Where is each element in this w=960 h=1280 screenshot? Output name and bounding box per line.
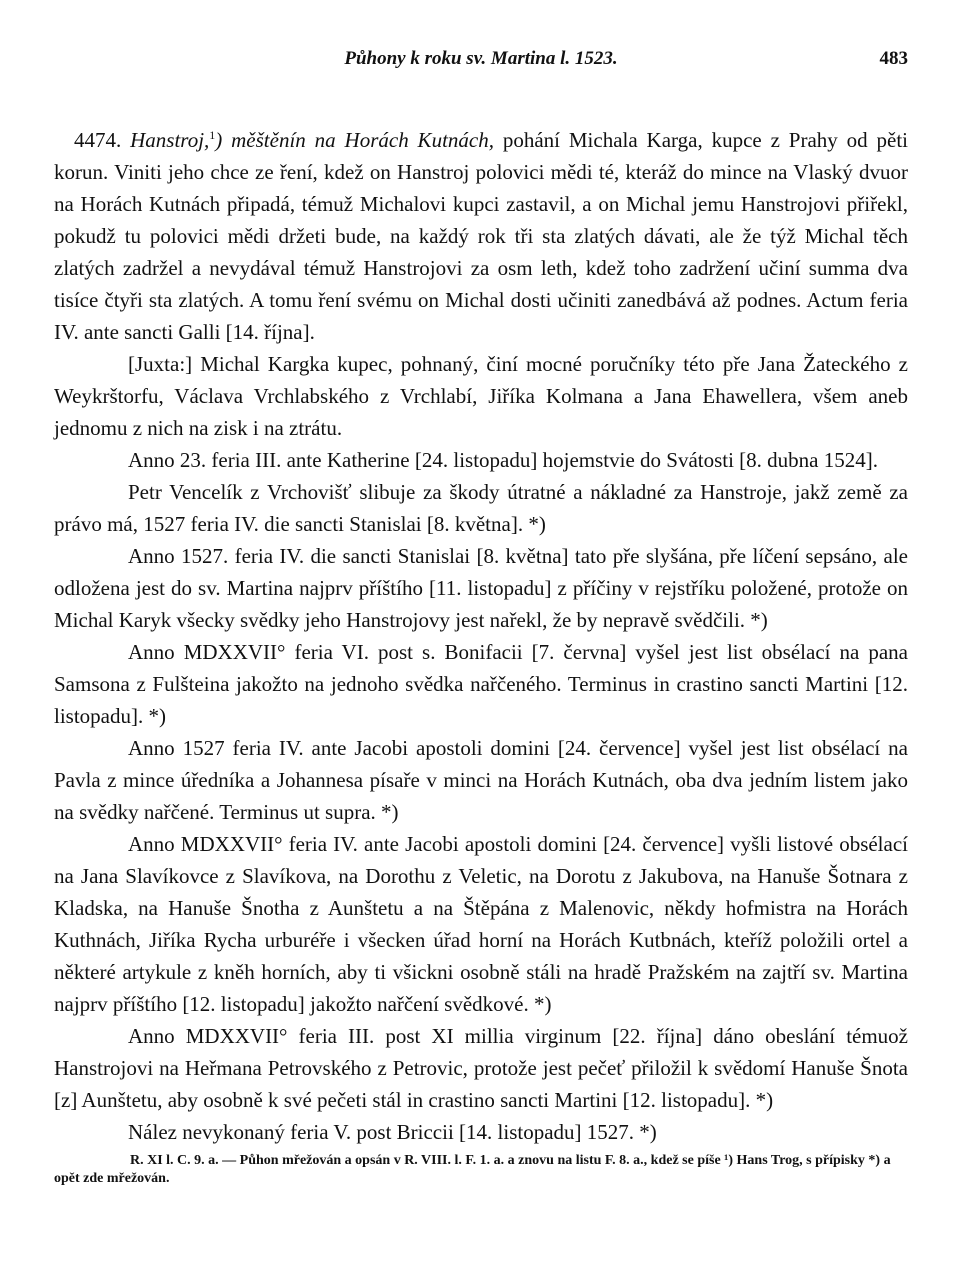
paragraph-summons-pavel: Anno 1527 feria IV. ante Jacobi apostoli domini [24. července] vyšel jest list obsélací na Pavla z mince úředníka a Johannesa písaře v minci na Horách Kutnách, oba dva jedním listem jako na svědky nařčené. Terminus ut supra. *): [54, 736, 908, 824]
paragraph-juxta: [Juxta:] Michal Kargka kupec, pohnaný, činí mocné poručníky této pře Jana Žateckého z Weykrštorfu, Václava Vrchlabského z Vrchlabí, Jiříka Kolmana a Jana Ehawellera, všem aneb jednomu z nich na zisk i na ztrátu.: [54, 352, 908, 440]
entry-opening-text: pohání Michala Karga, kupce z Prahy od pěti korun. Viniti jeho chce ze ření, kdež on Hanstroj polovici mědi té, kteráž do mince na Vlaský dvuor na Horách Kutnách připadá, témuž Michalovi kupci zastavil, a on Michal jemu Hanstrojovi přiřekl, pokudž tu polovici mědi držeti bude, na každý rok tři sta zlatých dávati, ale že týž Michal těch zlatých zadržel a nevydával témuž Hanstrojovi za osm leth, kdež toho zadržení učiní summa dva tisíce čtyři sta zlatých. A tomu ření svému on Michal dosti učiniti zanedbává až podnes. Actum feria IV. ante sancti Galli [14. října].: [54, 128, 909, 344]
entry-number: 4474.: [74, 128, 122, 152]
paragraph-anno-1527-hearing: Anno 1527. feria IV. die sancti Stanislai [8. května] tato pře slyšána, pře líčení sepsáno, ale odložena jest do sv. Martina najprv příštího [11. listopadu] z příčiny v rejstříku položené, protože on Michal Karyk všecky svědky jeho Hanstrojovy jest nařekl, že by nepravě svědčili. *): [54, 544, 908, 632]
paragraph-summons-herman: Anno MDXXVII° feria III. post XI millia virginum [22. října] dáno obeslání témuož Hanstrojovi na Heřmana Petrovského z Petrovic, protože jest pečeť přiložil k svědomí Hanuše Šnota [z] Aunštetu, aby osobně k své pečeti stál in crastino sancti Martini [12. listopadu]. *): [54, 1024, 908, 1112]
paragraph-petr-vencelik: Petr Vencelík z Vrchovišť slibuje za škody útratné a nákladné za Hanstroje, jakž země za právo má, 1527 feria IV. die sancti Stanislai [8. května]. *): [54, 480, 908, 536]
footnotes: [54, 1152, 908, 1188]
paragraph-unexecuted-finding: Nález nevykonaný feria V. post Briccii [14. listopadu] 1527. *): [128, 1120, 657, 1144]
paragraph-anno-23: Anno 23. feria III. ante Katherine [24. listopadu] hojemstvie do Svátosti [8. dubna 1524].: [128, 448, 878, 472]
paragraph-summons-samson: Anno MDXXVII° feria VI. post s. Bonifacii [7. června] vyšel jest list obsélací na pana Samsona z Fulšteina jakožto na jednoho svědka nařčeného. Terminus in crastino sancti Martini [12. listopadu]. *): [54, 640, 908, 728]
running-title: Půhony k roku sv. Martina l. 1523.: [344, 48, 618, 69]
paragraph-summons-witnesses: Anno MDXXVII° feria IV. ante Jacobi apostoli domini [24. července] vyšli listové obsélací na Jana Slavíkovce z Slavíkova, na Dorothu z Veletic, na Dorotu z Jakubova, na Hanuše Šotnara z Kladska, na Hanuše Šnotha z Aunštetu a na Štěpána z Malenovic, někdy hofmistra na Horách Kuthnách, Jiříka Rycha urburéře i všecken úřad horní na Horách Kutbnách, kteříž položili ortel a některé artykule z kněh horních, aby ti všickni osobně stáli na hradě Pražském na zajtří sv. Martina najprv příštího [12. listopadu] jakožto nařčení svědkové. *): [54, 832, 908, 1016]
page-header: [54, 40, 908, 80]
entry-title-name: Hanstroj,: [130, 128, 210, 152]
footnote-mark: 1: [209, 128, 216, 142]
entry-4474: [54, 124, 908, 1148]
page-number: 483: [879, 48, 908, 69]
entry-opening-paragraph: [54, 124, 908, 348]
footnote-text: R. XI l. C. 9. a. — Půhon mřežován a opsán v R. VIII. l. F. 1. a. a znovu na listu F. 8. a., kdež se píše ¹) Hans Trog, s přípisky *) a opět zde mřežován.: [54, 1153, 891, 1186]
entry-title-rest: ) měštěnín na Horách Kutnách,: [215, 128, 494, 152]
